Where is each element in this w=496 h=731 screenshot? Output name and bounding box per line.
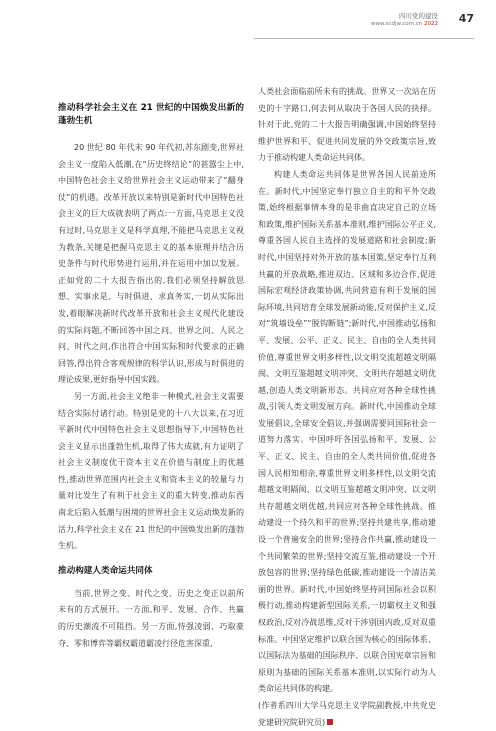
paragraph: 人类社会面临前所未有的挑战。世界又一次站在历史的十字路口,何去何从取决于各国人民的抉择。针对于此,党的二十大报告明确强调,中国始终坚持维护世界和平、促进共同发展的外交政策宗旨,致力于推动构建人类命运共同体。 bbox=[258, 87, 436, 163]
author-note: (作者系四川大学马克思主义学院副教授,中共党史党建研究院研究员) bbox=[258, 700, 436, 727]
journal-year: 2022 bbox=[424, 21, 438, 27]
header-rule bbox=[254, 38, 474, 39]
journal-url-line bbox=[371, 20, 438, 28]
section-heading-2: 推动构建人类命运共同体 bbox=[58, 565, 153, 576]
journal-info bbox=[371, 12, 438, 28]
paragraph: 20 世纪 80 年代末 90 年代初,苏东剧变,世界社会主义一度陷入低潮,在“历史终结论”的甚嚣尘上中,中国特色社会主义给世界社会主义运动带来了“翻身仗”的机遇。改革开放以来特别是新时代中国特色社会主义的巨大成就表明了两点:一方面,马克思主义没有过时,马克思主义是科学真理,不能把马克思主义视为教条,关键是把握马克思主义的基本原理并结合历史条件与时代形势进行运用,并在运用中加以发展。正如党的二十大报告指出的,我们必须坚持解放思想、实事求是、与时俱进、求真务实,一切从实际出发,着眼解决新时代改革开放和社会主义现代化建设的实际问题,不断回答中国之问、世界之问、人民之问、时代之问,作出符合中国实际和时代要求的正确回答,得出符合客观规律的科学认识,形成与时俱进的理论成果,更好指导中国实践。 bbox=[58, 143, 244, 385]
section-heading-1: 推动科学社会主义在 21 世纪的中国焕发出新的蓬勃生机 bbox=[58, 103, 244, 126]
end-mark-icon bbox=[327, 719, 333, 725]
right-column bbox=[258, 84, 436, 731]
paragraph: 另一方面,社会主义绝非一种模式,社会主义需要结合实际付诸行动。特别是党的十八大以来,在习近平新时代中国特色社会主义思想指导下,中国特色社会主义显示出蓬勃生机,取得了伟大成就,有力证明了社会主义制度优于资本主义在价值与制度上的优越性,推动世界范围内社会主义和资本主义的较量与力量对比发生了有利于社会主义的重大转变,推动东西南北后陷入低潮与困境的世界社会主义运动焕发新的活力,科学社会主义在 21 世纪的中国焕发出新的蓬勃生机。 bbox=[58, 391, 244, 551]
paragraph: 当前,世界之变、时代之变、历史之变正以前所未有的方式展开。一方面,和平、发展、合作、共赢的历史潮流不可阻挡。另一方面,恃强凌弱、巧取豪夺、零和博弈等霸权霸道霸凌行径危害深重, bbox=[58, 588, 244, 648]
page-number: 47 bbox=[458, 12, 474, 25]
author-note-line bbox=[258, 698, 436, 731]
journal-name: 四川党的建设 bbox=[399, 12, 438, 20]
left-column bbox=[58, 102, 244, 652]
page-header bbox=[254, 8, 474, 48]
paragraph: 构建人类命运共同体是世界各国人民前途所在。新时代,中国坚定奉行独立自主的和平外交政策,始终根据事情本身的是非曲直决定自己的立场和政策,维护国际关系基本准则,维护国际公平正义,尊重各国人民自主选择的发展道路和社会制度;新时代,中国坚持对外开放的基本国策,坚定奉行互利共赢的开放战略,推进双边、区域和多边合作,促进国际宏观经济政策协调,共同营造有利于发展的国际环境,共同培育全球发展新动能,反对保护主义,反对“筑墙设垒”“脱钩断链”;新时代,中国推动弘扬和平、发展、公平、正义、民主、自由的全人类共同价值,尊重世界文明多样性,以文明交流超越文明隔阂、文明互鉴超越文明冲突、文明共存超越文明优越,创造人类文明新形态。共同应对各种全球性挑战,引领人类文明发展方向。新时代,中国推动全球发展倡议,全球安全倡议,并强调需要同国际社会一道努力落实。中国呼吁各国弘扬和平、发展、公平、正义、民主、自由的全人类共同价值,促进各国人民相知相亲,尊重世界文明多样性,以文明交流超越文明隔阂、以文明互鉴超越文明冲突、以文明共存超越文明优越,共同应对各种全球性挑战。推动建设一个持久和平的世界;坚持共建共享,推动建设一个普遍安全的世界;坚持合作共赢,推动建设一个共同繁荣的世界;坚持交流互鉴,推动建设一个开放包容的世界;坚持绿色低碳,推动建设一个清洁美丽的世界。新时代,中国始终坚持同国际社会以积极行动,推动构建新型国际关系,一切霸权主义和强权政治,反对冷战思维,反对干涉别国内政,反对双重标准。中国坚定维护以联合国为核心的国际体系、以国际法为基础的国际秩序、以联合国宪章宗旨和原则为基础的国际关系基本准则,以实际行动为人类命运共同体的构建。 bbox=[258, 169, 436, 694]
journal-url: www.scdjw.com.cn bbox=[370, 21, 423, 27]
